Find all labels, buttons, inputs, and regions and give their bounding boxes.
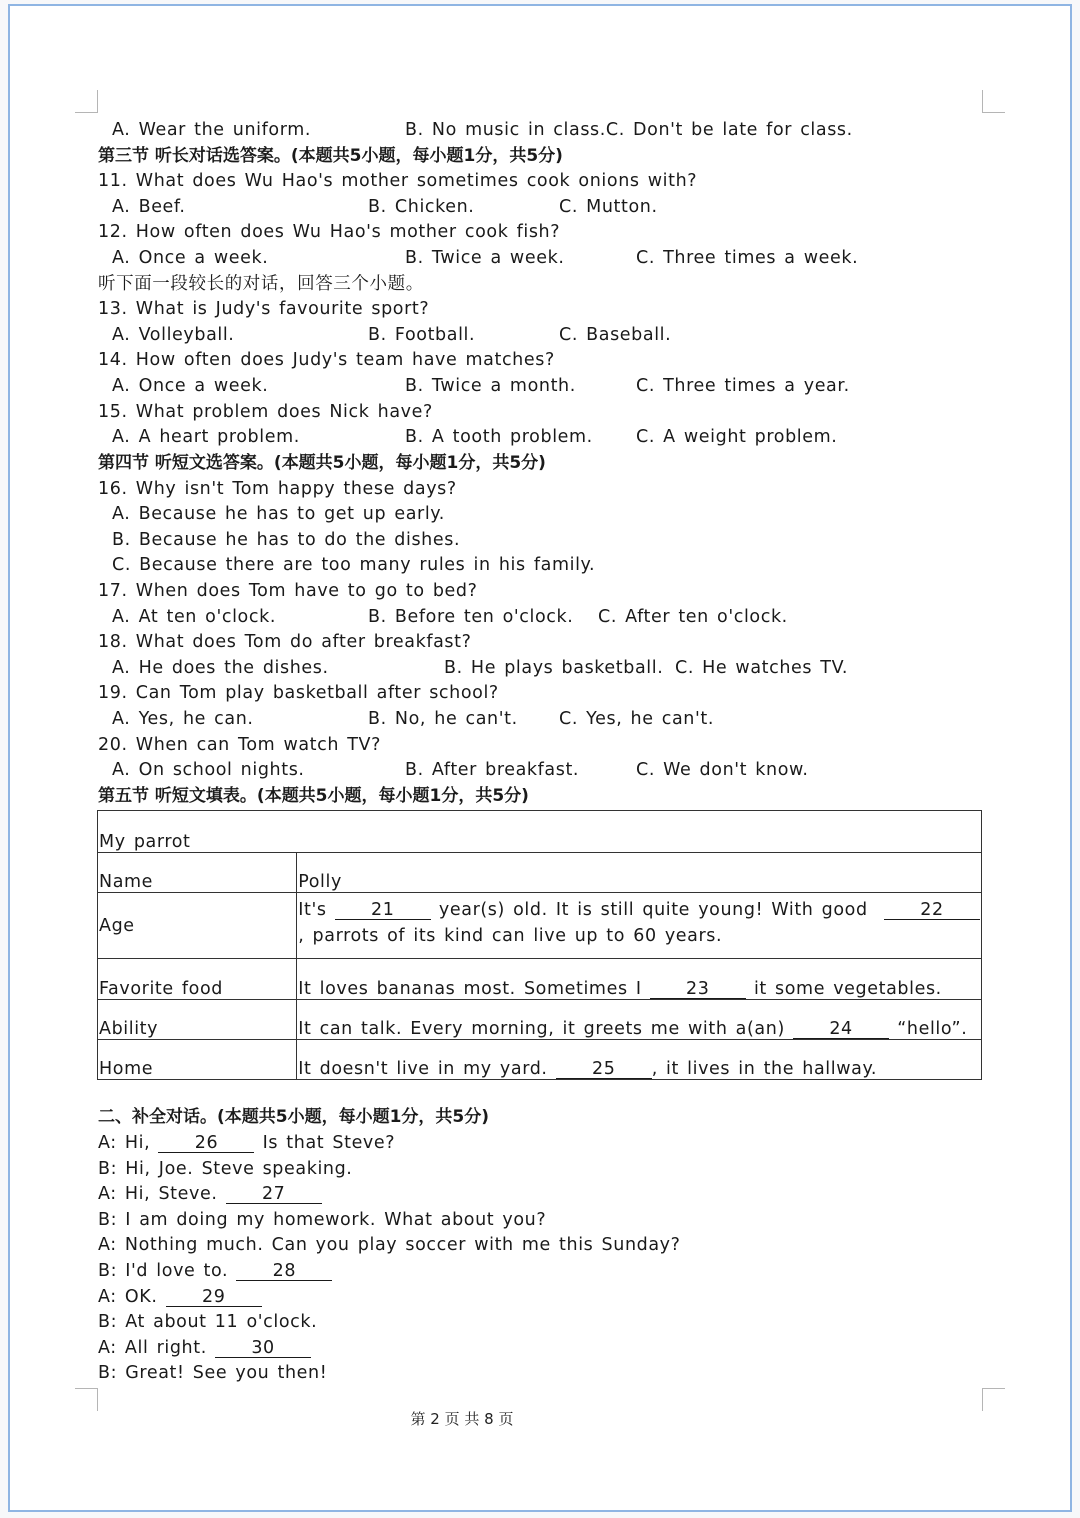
line-text: A. He does the dishes. [112,658,329,678]
blank-23: 23 [650,980,746,999]
line-text: A. Because he has to get up early. [112,504,445,524]
food-text-a: It loves bananas most. Sometimes I [298,979,642,999]
line-text: A. Once a week. [112,376,269,396]
line-text: C. Three times a week. [636,248,859,268]
dialogue-text: A: OK. [98,1286,158,1307]
table-label-home: Home [98,1040,297,1080]
dialogue-text: B: Hi, Joe. Steve speaking. [98,1158,353,1179]
line-text: 第四节 听短文选答案。(本题共5小题，每小题1分，共5分) [98,453,546,473]
line-text: C. We don't know. [636,760,809,780]
dialogue-line-content [98,1156,352,1182]
line-text: B. Twice a month. [405,376,576,396]
dialogue-line-content [98,1181,322,1207]
dialogue-blank: 29 [166,1288,262,1307]
table-label-food: Favorite food [98,959,297,1000]
line-text: 19. Can Tom play basketball after school? [98,683,499,703]
line-text: A. Volleyball. [112,325,235,345]
line-text: B. Before ten o'clock. [368,607,574,627]
table-content-age [297,893,982,959]
line-text: 13. What is Judy's favourite sport? [98,299,430,319]
dialogue-line-content [98,1207,546,1233]
dialogue-text: B: Great! See you then! [98,1363,328,1384]
line-text: B. Chicken. [368,197,475,217]
dialogue-line-content [98,1130,395,1156]
dialogue-text: A: Nothing much. Can you play soccer with me this Sunday? [98,1235,681,1256]
blank-24: 24 [793,1020,889,1039]
line-text: 听下面一段较长的对话，回答三个小题。 [98,274,424,294]
table-label-ability: Ability [98,1000,297,1040]
line-text: 12. How often does Wu Hao's mother cook fish? [98,222,561,242]
dialogue-line-content [98,1360,327,1386]
line-text: A. Once a week. [112,248,269,268]
line-text: 第三节 听长对话选答案。(本题共5小题，每小题1分，共5分) [98,146,563,166]
home-text-a: It doesn't live in my yard. [298,1059,548,1079]
blank-22: 22 [884,901,980,920]
dialogue-line-content [98,1284,262,1310]
page-number: 第 2 页 共 8 页 [410,1410,514,1428]
dialogue-blank: 26 [158,1134,254,1153]
dialogue-text: B: At about 11 o'clock. [98,1312,318,1333]
line-text: 14. How often does Judy's team have matches? [98,350,555,370]
table-title: My parrot [98,811,982,853]
dialogue-blank: 27 [226,1185,322,1204]
line-text: C. Yes, he can't. [559,709,715,729]
crop-mark-top-left [75,90,98,113]
line-text: A. At ten o'clock. [112,607,276,627]
line-text: B. A tooth problem. [405,427,593,447]
table-label-name: Name [98,853,297,893]
table-content-ability [297,1000,982,1040]
line-text: B. No music in class.C. Don't be late for class. [405,120,853,140]
line-text: 20. When can Tom watch TV? [98,735,381,755]
blank-25: 25 [556,1060,652,1079]
line-text: B. Twice a week. [405,248,565,268]
line-text: B. No, he can't. [368,709,518,729]
table-content-food [297,959,982,1000]
line-text: C. Three times a year. [636,376,850,396]
line-text: C. Baseball. [559,325,672,345]
age-text-b: year(s) old. It is still quite young! With good [438,900,868,920]
line-text: C. Mutton. [559,197,658,217]
line-text: B. Because he has to do the dishes. [112,530,461,550]
line-text: C. After ten o'clock. [598,607,788,627]
ability-text-a: It can talk. Every morning, it greets me with a(an) [298,1019,785,1039]
table-content-home [297,1040,982,1080]
dialogue-line-content [98,1258,332,1284]
dialogue-text: A: Hi, Steve. [98,1184,218,1205]
fill-in-table [97,810,982,1080]
line-text: 15. What problem does Nick have? [98,402,433,422]
line-text: A. Yes, he can. [112,709,254,729]
line-text: B. Football. [368,325,476,345]
dialogue-text: Is that Steve? [262,1133,396,1153]
line-text: A. Wear the uniform. [112,120,312,140]
dialogue-text: A: All right. [98,1337,207,1358]
line-text: 17. When does Tom have to go to bed? [98,581,478,601]
home-text-b: , it lives in the hallway. [651,1059,878,1079]
crop-mark-bottom-right [982,1388,1005,1411]
dialogue-line-content [98,1232,681,1258]
line-text: C. Because there are too many rules in his family. [112,555,596,575]
table-label-age: Age [98,893,297,959]
line-text: 18. What does Tom do after breakfast? [98,632,472,652]
line-text: B. He plays basketball. [444,658,664,678]
dialogue-heading-text: 二、补全对话。(本题共5小题，每小题1分，共5分) [98,1107,490,1127]
ability-text-b: “hello”. [897,1019,968,1039]
dialogue-blank: 28 [236,1262,332,1281]
line-text: A. On school nights. [112,760,305,780]
dialogue-text: B: I'd love to. [98,1261,229,1281]
dialogue-text: B: I am doing my homework. What about you? [98,1209,547,1230]
food-text-b: it some vegetables. [753,979,942,999]
dialogue-line-content [98,1335,311,1361]
age-text-a: It's [298,900,327,920]
line-text: 11. What does Wu Hao's mother sometimes cook onions with? [98,171,698,191]
line-text: C. A weight problem. [636,427,838,447]
line-text: A. A heart problem. [112,427,300,447]
line-text: B. After breakfast. [405,760,580,780]
crop-mark-top-right [982,90,1005,113]
line-text: C. He watches TV. [675,658,849,678]
dialogue-blank: 30 [215,1339,311,1358]
age-text-c: , parrots of its kind can live up to 60 years. [298,926,723,946]
dialogue-line-content [98,1309,317,1335]
line-text: 第五节 听短文填表。(本题共5小题，每小题1分，共5分) [98,786,529,806]
blank-21: 21 [335,901,431,920]
dialogue-text: A: Hi, [98,1133,151,1153]
line-text: 16. Why isn't Tom happy these days? [98,479,457,499]
table-content-name: Polly [297,853,982,893]
line-text: A. Beef. [112,197,186,217]
